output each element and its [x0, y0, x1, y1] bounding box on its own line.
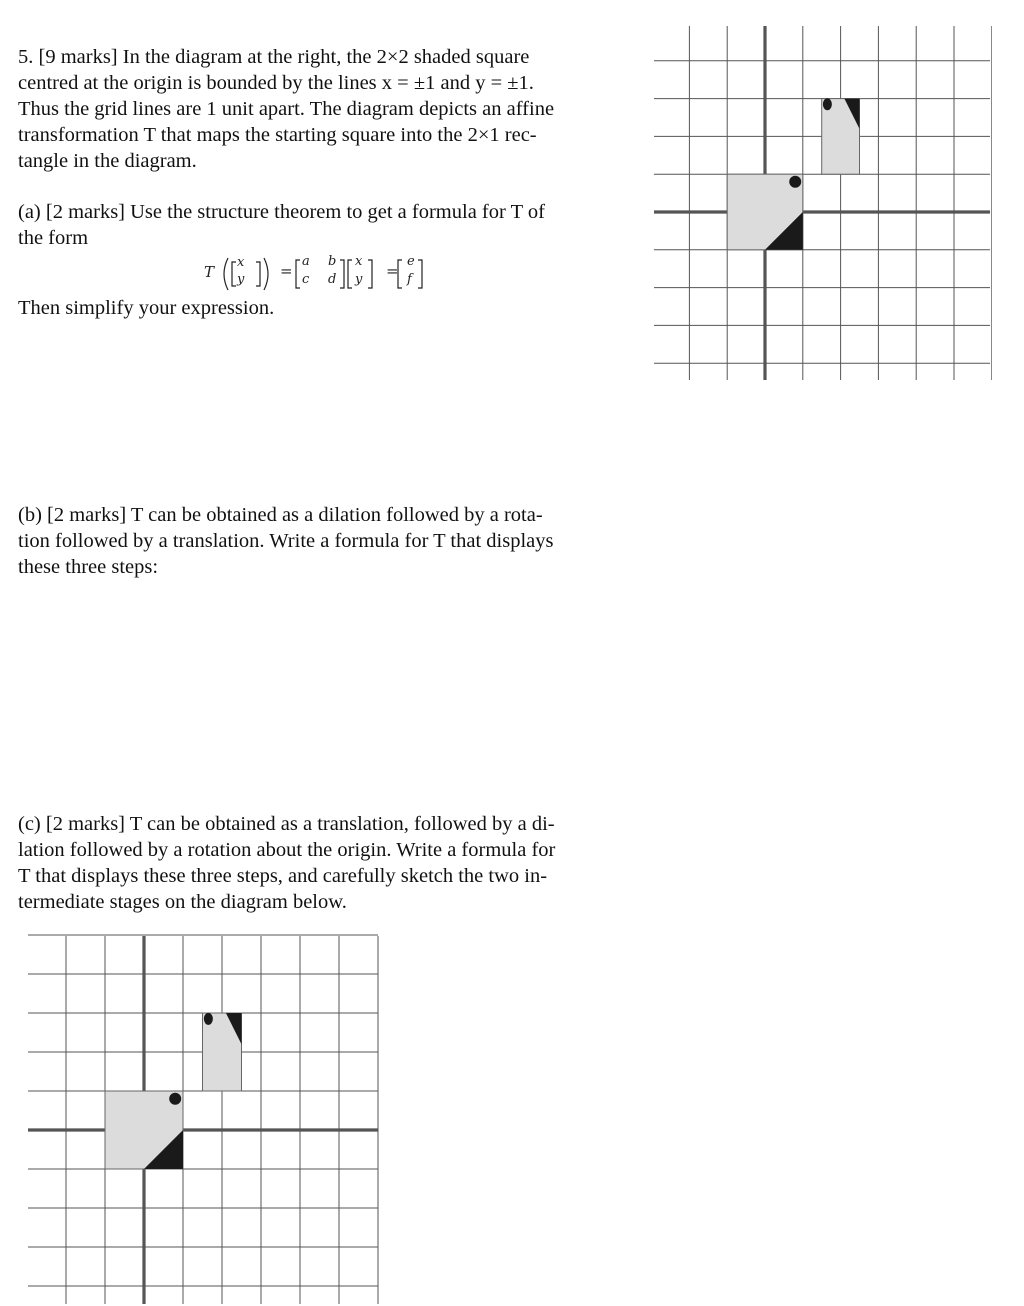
formula-a: a [302, 254, 310, 269]
formula-x2: x [355, 254, 363, 269]
intro-line: Thus the grid lines are 1 unit apart. The diagram depicts an affine [18, 98, 555, 120]
part-c-text [18, 811, 555, 915]
part-b-text [18, 502, 553, 580]
part-a-line: (a) [2 marks] Use the structure theorem to get a formula for T of [18, 201, 545, 223]
part-c-line: T that displays these three steps, and carefully sketch the two in- [18, 865, 548, 887]
part-a-text [18, 199, 545, 251]
formula-f: f [407, 272, 412, 287]
part-a-after [18, 295, 274, 321]
sketch-diagram[interactable] [26, 934, 380, 1306]
formula-e: e [407, 254, 415, 269]
problem-intro [18, 44, 554, 174]
part-c-line: lation followed by a rotation about the origin. Write a formula for [18, 839, 556, 861]
formula-y: y [237, 272, 245, 287]
grid-svg[interactable] [26, 934, 380, 1306]
rectangle-dot [823, 98, 832, 110]
part-b-line: (b) [2 marks] T can be obtained as a dilation followed by a rota- [18, 504, 543, 526]
formula-brackets [218, 254, 458, 294]
part-c-line: termediate stages on the diagram below. [18, 891, 347, 913]
part-c-line: (c) [2 marks] T can be obtained as a translation, followed by a di- [18, 813, 555, 835]
formula-d: d [328, 272, 337, 287]
formula-y2: y [355, 272, 363, 287]
intro-line: tangle in the diagram. [18, 150, 197, 172]
intro-line: centred at the origin is bounded by the lines x = ±1 and y = ±1. [18, 72, 534, 94]
intro-line: transformation T that maps the starting square into the 2×1 rec- [18, 124, 537, 146]
square-dot [169, 1093, 181, 1105]
rectangle-dot [204, 1013, 213, 1025]
formula-x: x [237, 255, 245, 270]
formula-b: b [328, 254, 337, 269]
intro-line: 5. [9 marks] In the diagram at the right, the 2×2 shaded square [18, 46, 530, 68]
formula-equals-2: = [386, 262, 399, 280]
square-dot [789, 176, 801, 188]
formula-c: c [302, 272, 310, 287]
part-b-line: these three steps: [18, 556, 159, 578]
grid-svg [652, 24, 992, 382]
formula-equals: = [280, 262, 293, 280]
part-a-after-line: Then simplify your expression. [18, 297, 275, 319]
part-b-line: tion followed by a translation. Write a formula for T that displays [18, 530, 554, 552]
part-a-line: the form [18, 227, 89, 249]
transformation-diagram [652, 24, 992, 382]
formula-T: T [204, 263, 215, 281]
